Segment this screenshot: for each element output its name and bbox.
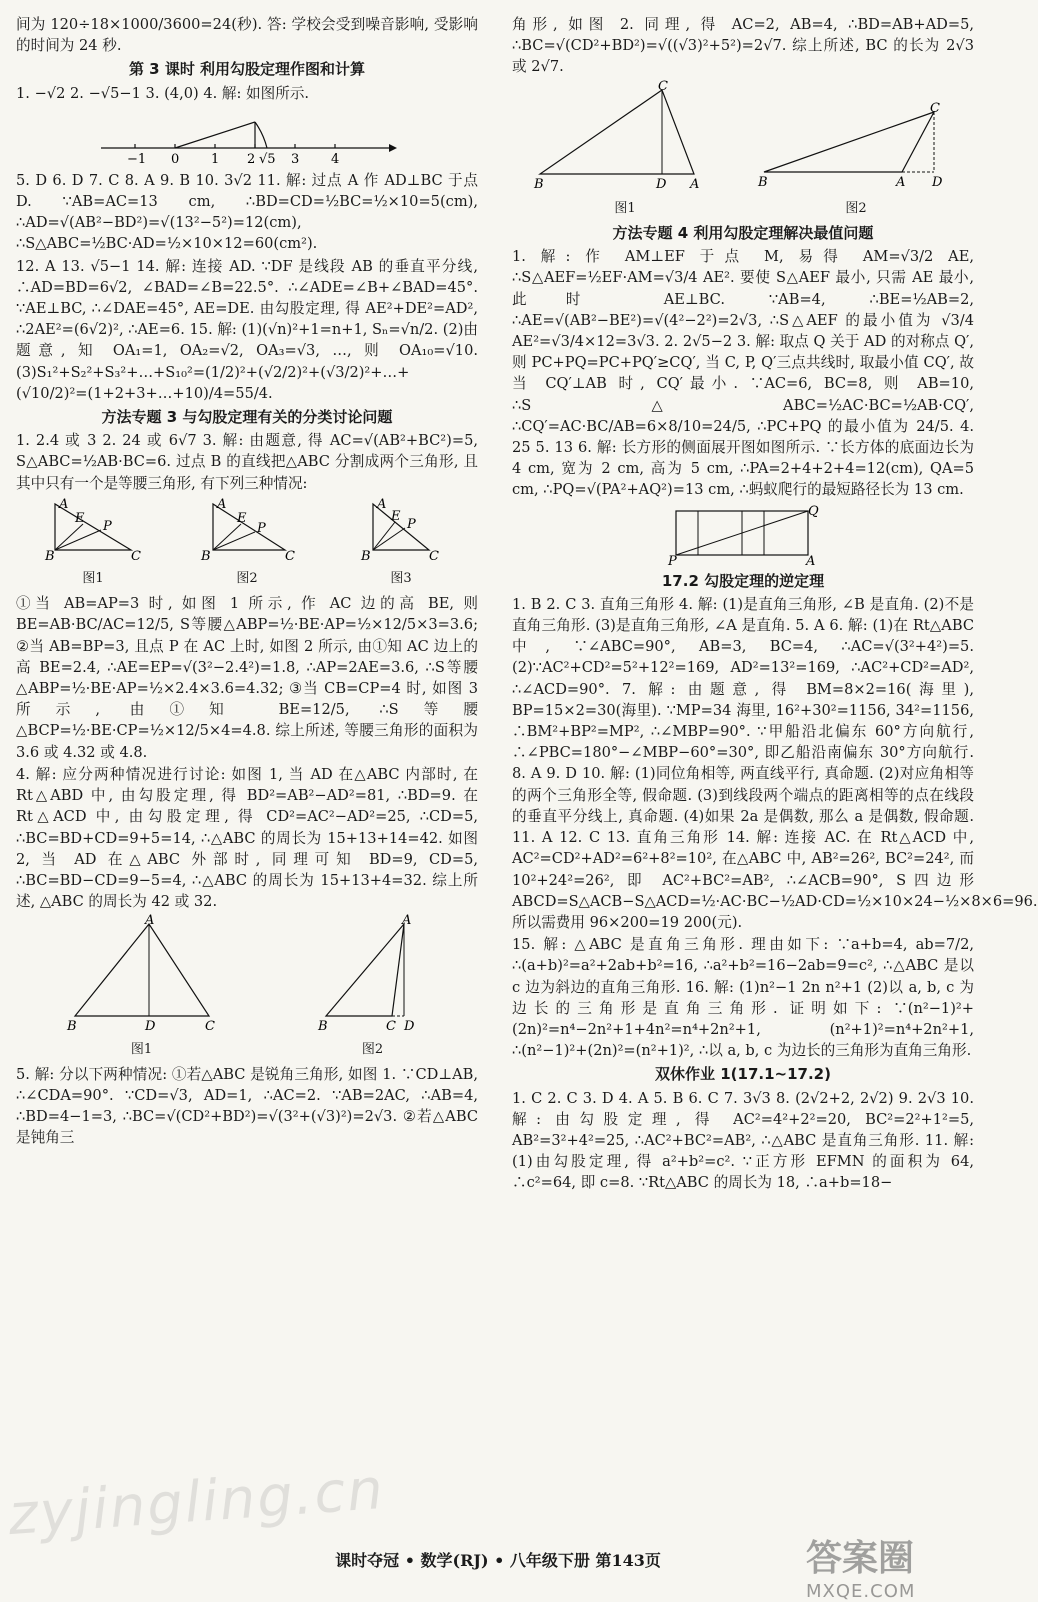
figure-caption: 图2 — [845, 200, 867, 216]
svg-text:P: P — [103, 518, 112, 534]
svg-text:P: P — [257, 520, 266, 536]
triangle-figures-row — [16, 498, 478, 589]
number-line-figure — [97, 108, 397, 166]
triangle-figure — [317, 913, 428, 1035]
svg-text:C: C — [930, 100, 940, 116]
svg-text:C: C — [429, 548, 439, 564]
triangle-figure — [353, 498, 449, 562]
svg-text:D: D — [403, 1019, 414, 1035]
page-footer: 课时夺冠 • 数学(RJ) • 八年级下册 第143页 — [335, 1551, 661, 1570]
logo-text: 答案圈 — [806, 1538, 915, 1579]
svg-text:A: A — [690, 176, 700, 192]
tick-label: −1 — [127, 151, 147, 167]
triangle-figures-row — [16, 913, 478, 1059]
svg-text:A: A — [217, 496, 227, 512]
svg-text:A: A — [144, 913, 154, 929]
svg-text:D: D — [932, 174, 943, 190]
svg-text:B: B — [201, 548, 211, 564]
paragraph: 1. −√2 2. −√5−1 3. (4,0) 4. 解: 如图所示. — [16, 84, 310, 102]
paragraph: 12. A 13. √5−1 14. 解: 连接 AD. ∵DF 是线段 AB 的垂直平分线, ∴AD=BD=6√2, ∠BAD=∠B=22.5°. ∴∠ADE=∠B+∠BAD=45°. ∵AE⊥BC, ∴∠DAE=45°, AE=DE. 由勾股定理, 得 AE²+DE²=AD², ∴2AE²=(6√2)², ∴AE=6. 15. 解: (1)(√n)²+1=n+1, Sₙ=√n/2. (2)由题意, 知 OA₁=1, OA₂=√2, OA₃=√3, …, 则 OA₁₀=√10. (3)S₁²+S₂²+S₃²+…+S₁₀²=(1/2)²+(√2/2)²+(√3/2)²+…+(√10/2)²=(1+2+3+…+10)/4=55/4. — [16, 257, 479, 402]
paragraph: 1. B 2. C 3. 直角三角形 4. 解: (1)是直角三角形, ∠B 是直角. (2)不是直角三角形. (3)是直角三角形, ∠A 是直角. 5. A 6. 解: (1)在 Rt△ABC 中, ∵∠ABC=90°, AB=3, BC=4, ∴AC=√(3²+4²)=5. (2)∵AC²+CD²=5²+12²=169, AD²=13²=169, ∴AC²+CD²=AD², ∴∠ACD=90°. 7. 解: 由题意, 得 BM=8×2=16(海里), BP=15×2=30(海里). ∵MP=34 海里, 16²+30²=1156, 34²=1156, ∴BM²+BP²=MP², ∴∠MBP=90°. ∵甲船沿北偏东 60°方向航行, ∴∠PBC=180°−∠MBP−60°=30°, 即乙船沿南偏东 30°方向航行. 8. A 9. D 10. 解: (1)同位角相等, 两直线平行, 真命题. (2)对应角相等的两个三角形全等, 假命题. (3)到线段两个端点的距离相等的点在线段的垂直平分线上, 真命题. (4)如果 2a 是偶数, 那么 a 是偶数, 假命题. 11. A 12. C 13. 直角三角形 14. 解: 连接 AC. 在 Rt△ACD 中, AC²=CD²+AD²=6²+8²=10², 在△ABC 中, AB²=26², BC²=24², 而 10²+24²=26², 即 AC²+BC²=AB², ∴∠ACB=90°, S四边形ABCD=S△ACB−S△ACD=½·AC·BC−½AD·CD=½×10×24−½×8×6=96. 所以需费用 96×200=19 200(元). — [512, 595, 1038, 931]
section-heading: 第 3 课时 利用勾股定理作图和计算 — [128, 60, 366, 79]
paragraph: 4. 解: 应分两种情况进行讨论: 如图 1, 当 AD 在△ABC 内部时, 在 Rt△ABD 中, 由勾股定理, 得 BD²=AB²−AD²=81, ∴BD=9. 在 Rt△ACD 中, 由勾股定理, 得 CD²=AC²−AD²=25, ∴CD=5, ∴BC=BD+CD=9+5=14, ∴△ABC 的周长为 15+13+14=42. 如图 2, 当 AD 在△ABC 外部时, 同理可知 BD=9, CD=5, ∴BC=BD−CD=9−5=4, ∴△ABC 的周长为 15+13+4=32. 综上所述, △ABC 的周长为 42 或 32. — [16, 765, 478, 911]
paragraph: 1. 解: 作 AM⊥EF 于点 M, 易得 AM=√3/2 AE, ∴S△AEF=½EF·AM=√3/4 AE². 要使 S△AEF 最小, 只需 AE 最小, 此时 AE⊥BC. ∵AB=4, ∴BE=½AB=2, ∴AE=√(AB²−BE²)=√(4²−2²)=2√3, ∴S△AEF 的最小值为 √3/4 AE²=√3/4×12=3√3. 2. 2√5−2 3. 解: 取点 Q 关于 AD 的对称点 Q′, 则 PC+PQ=PC+PQ′≥CQ′, 当 C, P, Q′三点共线时, 取最小值 CQ′, 故当 CQ′⊥AB 时, CQ′最小. ∵AC=6, BC=8, 则 AB=10, ∴S△ABC=½AC·BC=½AB·CQ′, ∴CQ′=AC·BC/AB=6×8/10=24/5, ∴PC+PQ 的最小值为 24/5. 4. 25 5. 13 6. 解: 长方形的侧面展开图如图所示. ∵长方体的底面边长为 4 cm, 宽为 2 cm, 高为 5 cm, ∴PA=2+4+2+4=12(cm), QA=5 cm, ∴PQ=√(PA²+AQ²)=13 cm, ∴蚂蚁爬行的最短路径长为 13 cm. — [512, 248, 974, 499]
svg-text:E: E — [237, 510, 247, 526]
paragraph: 1. 2.4 或 3 2. 24 或 6√7 3. 解: 由题意, 得 AC=√(AB²+BC²)=5, S△ABC=½AB·BC=6. 过点 B 的直线把△ABC 分割成两个三角形, 且其中只有一个是等腰三角形, 有下列三种情况: — [16, 432, 478, 492]
triangle-figure — [756, 102, 956, 192]
svg-text:D: D — [656, 176, 667, 192]
svg-text:B: B — [317, 1019, 328, 1035]
svg-text:E: E — [391, 508, 401, 524]
right-column — [512, 14, 1038, 1544]
svg-text:E: E — [75, 510, 85, 526]
svg-text:B: B — [361, 548, 371, 564]
left-column — [16, 14, 478, 1544]
svg-text:A: A — [377, 496, 387, 512]
svg-text:B: B — [66, 1019, 77, 1035]
svg-text:P: P — [668, 553, 677, 569]
section-heading: 方法专题 3 与勾股定理有关的分类讨论问题 — [101, 408, 393, 427]
triangle-figure — [530, 78, 720, 192]
section-heading: 双休作业 1(17.1~17.2) — [655, 1065, 831, 1084]
svg-text:C: C — [658, 78, 668, 94]
figure-caption: 图1 — [614, 200, 636, 216]
paragraph: 1. C 2. C 3. D 4. A 5. B 6. C 7. 3√3 8. (2√2+2, 2√2) 9. 2√3 10. 解: 由勾股定理, 得 AC²=4²+2²=20, BC²=2²+1²=5, AB²=3²+4²=25, ∴AC²+BC²=AB², ∴△ABC 是直角三角形. 11. 解: (1)由勾股定理, 得 a²+b²=c². ∵正方形 EFMN 的面积为 64, ∴c²=64, 即 c=8. ∵Rt△ABC 的周长为 18, ∴a+b=18− — [512, 1089, 974, 1192]
tick-label: 3 — [291, 151, 300, 167]
figure-caption: 图3 — [390, 571, 412, 587]
svg-text:B: B — [758, 174, 768, 190]
tick-label: 4 — [331, 151, 340, 167]
paragraph: 角形, 如图 2. 同理, 得 AC=2, AB=4, ∴BD=AB+AD=5, ∴BC=√(CD²+BD²)=√((√3)²+5²)=2√7. 综上所述, BC 的长为 2√3 或 2√7. — [512, 16, 974, 76]
triangle-figures-row — [512, 78, 974, 219]
paragraph: 5. 解: 分以下两种情况: ①若△ABC 是锐角三角形, 如图 1. ∵CD⊥AB, ∴∠CDA=90°. ∵CD=√3, AD=1, ∴AC=2. ∵AB=2AC, ∴AB=4, ∴BD=4−1=3, ∴BC=√(CD²+BD²)=√(3²+(√3)²)=2√3. ②若△ABC 是钝角三 — [16, 1065, 478, 1147]
svg-text:D: D — [144, 1019, 155, 1035]
triangle-figure — [66, 913, 217, 1035]
svg-text:B: B — [534, 176, 544, 192]
svg-text:P: P — [407, 516, 416, 532]
svg-text:A: A — [896, 174, 906, 190]
figure-caption: 图2 — [361, 1041, 384, 1057]
svg-text:C: C — [131, 548, 141, 564]
paragraph: 5. D 6. D 7. C 8. A 9. B 10. 3√2 11. 解: 过点 A 作 AD⊥BC 于点 D. ∵AB=AC=13 cm, ∴BD=CD=½BC=½×10=5(cm), ∴AD=√(AB²−BD²)=√(13²−5²)=12(cm), ∴S△ABC=½BC·AD=½×10×12=60(cm²). — [16, 171, 478, 253]
site-logo — [806, 1530, 976, 1602]
svg-text:B: B — [45, 548, 55, 564]
tick-label: √5 — [259, 151, 276, 167]
svg-text:C: C — [385, 1019, 396, 1035]
svg-text:C: C — [285, 548, 295, 564]
figure-caption: 图1 — [130, 1041, 153, 1057]
svg-text:A: A — [401, 913, 411, 929]
section-heading: 方法专题 4 利用勾股定理解决最值问题 — [612, 224, 874, 243]
logo-url: MXQE.COM — [806, 1581, 916, 1602]
svg-text:A: A — [806, 553, 816, 569]
svg-text:C: C — [204, 1019, 215, 1035]
tick-label: 0 — [171, 151, 180, 167]
tick-label: 2 — [247, 151, 256, 167]
triangle-figure — [45, 498, 141, 562]
figure-caption: 图1 — [82, 571, 104, 587]
cuboid-net-figure — [668, 505, 818, 567]
figure-caption: 图2 — [236, 571, 258, 587]
svg-text:Q: Q — [808, 503, 819, 519]
section-heading: 17.2 勾股定理的逆定理 — [661, 571, 825, 590]
svg-text:A: A — [59, 496, 69, 512]
paragraph: 15. 解: △ABC 是直角三角形. 理由如下: ∵a+b=4, ab=7/2, ∴(a+b)²=a²+2ab+b²=16, ∴a²+b²=16−2ab=9=c², ∴△ABC 是以 c 边为斜边的直角三角形. 16. 解: (1)n²−1 2n n²+1 (2)以 a, b, c 为边长的三角形是直角三角形. 证明如下: ∵(n²−1)²+(2n)²=n⁴−2n²+1+4n²=n⁴+2n²+1, (n²+1)²=n⁴+2n²+1, ∴(n²−1)²+(2n)²=(n²+1)², ∴以 a, b, c 为边长的三角形为直角三角形. — [512, 936, 974, 1060]
triangle-figure — [199, 498, 295, 562]
paragraph: ①当 AB=AP=3 时, 如图 1 所示, 作 AC 边的高 BE, 则 BE=AB·BC/AC=12/5, S等腰△ABP=½·BE·AP=½×12/5×3=3.6; ②当 AB=BP=3, 且点 P 在 AC 上时, 如图 2 所示, 由①知 AC 边上的高 BE=2.4, ∴AE=EP=√(3²−2.4²)=1.8, ∴AP=2AE=3.6, ∴S等腰△ABP=½·BE·AP=½×2.4×3.6=4.32; ③当 CB=CP=4 时, 如图 3 所示, 由①知 BE=12/5, ∴S等腰△BCP=½·BE·CP=½×12/5×4=4.8. 综上所述, 等腰三角形的面积为 3.6 或 4.32 或 4.8. — [16, 595, 478, 761]
paragraph: 间为 120÷18×1000/3600=24(秒). 答: 学校会受到噪音影响, 受影响的时间为 24 秒. — [16, 16, 478, 55]
tick-label: 1 — [211, 151, 220, 167]
watermark: zyjingling.cn — [6, 1456, 387, 1549]
